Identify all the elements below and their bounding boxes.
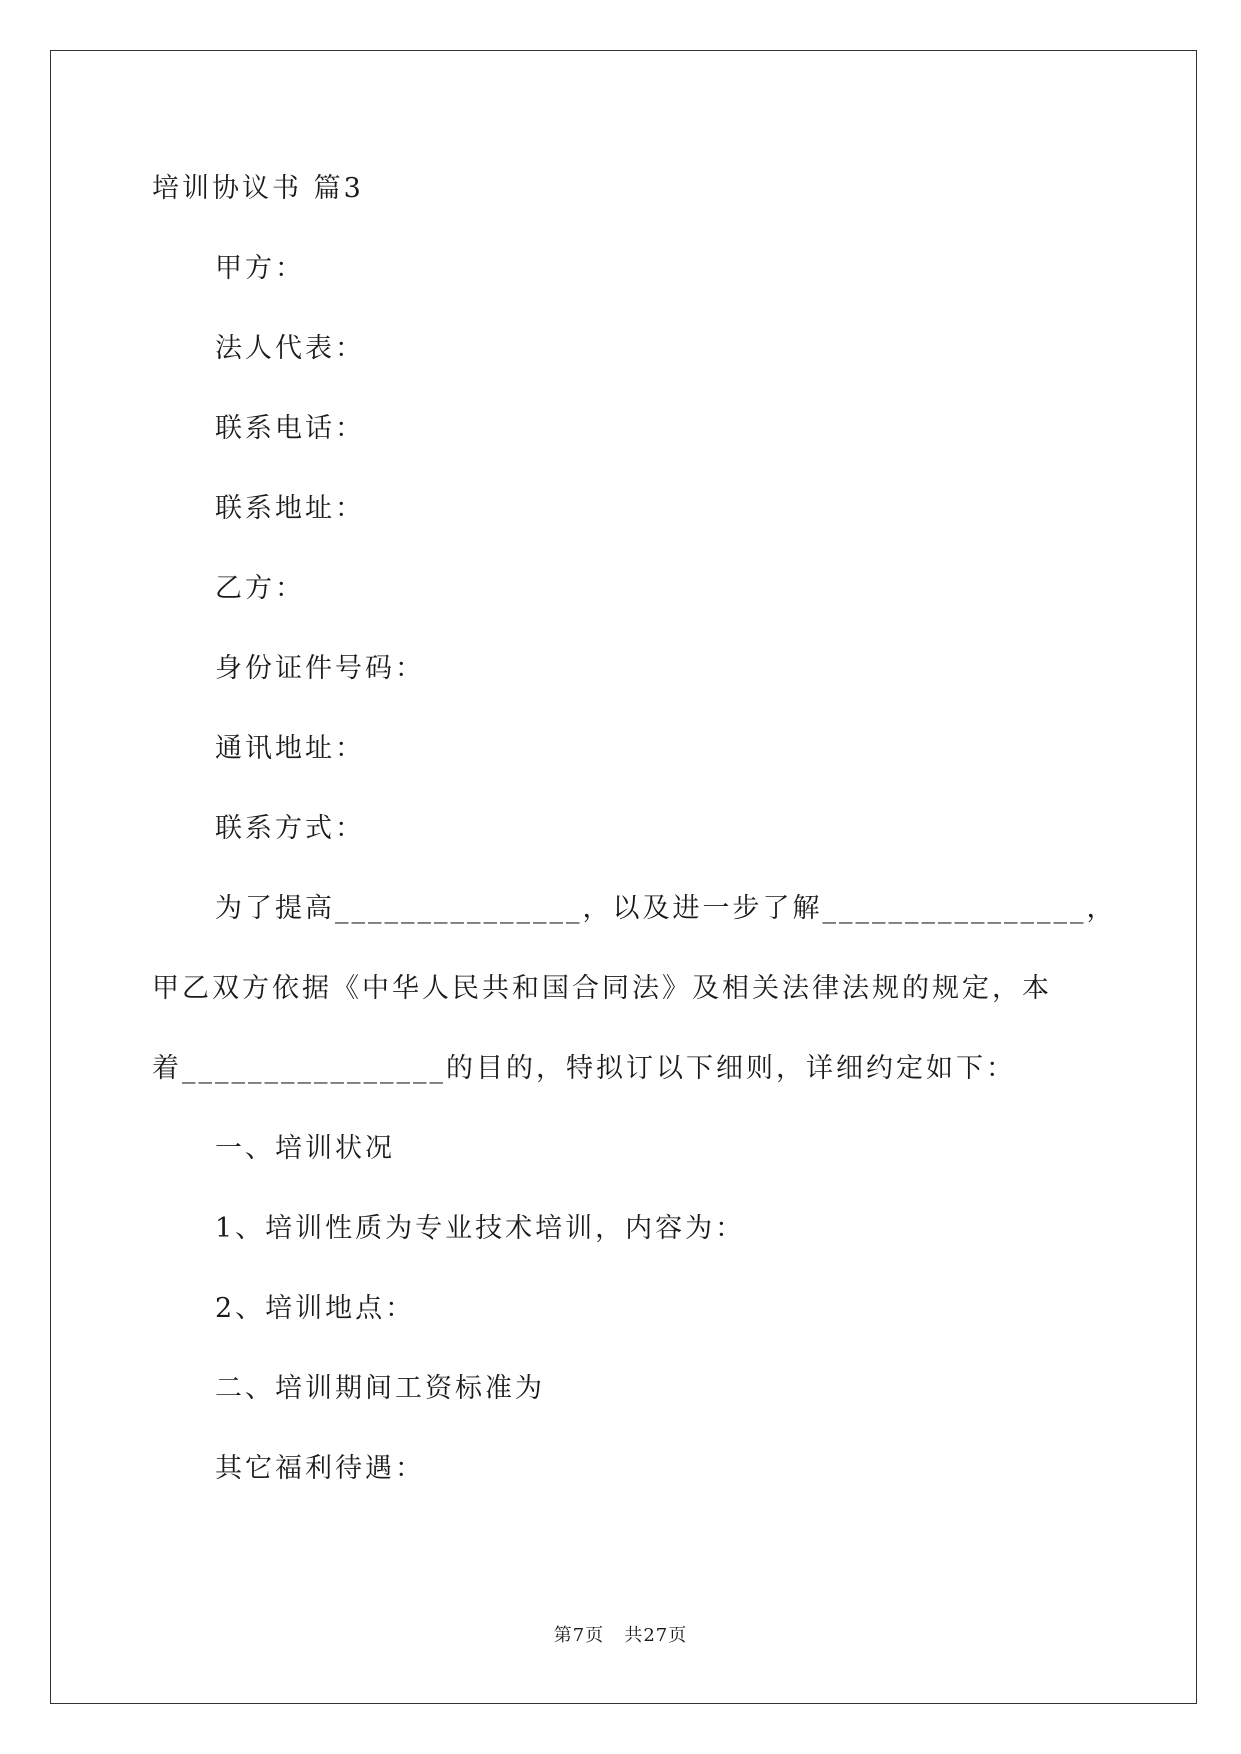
section-1-item-1: 1、培训性质为专业技术培训，内容为：	[215, 1213, 746, 1244]
document-heading: 培训协议书 篇3	[152, 173, 364, 204]
party-a-label: 甲方：	[215, 253, 305, 284]
benefits-field: 其它福利待遇：	[215, 1453, 425, 1484]
preamble-line-2: 甲乙双方依据《中华人民共和国合同法》及相关法律法规的规定，本	[152, 973, 1052, 1004]
legal-rep-field: 法人代表：	[215, 333, 365, 364]
contact-field: 联系方式：	[215, 813, 365, 844]
preamble-line-1: 为了提高_______________，以及进一步了解________________，	[215, 893, 1117, 924]
mail-address-field: 通讯地址：	[215, 733, 365, 764]
section-1-item-2: 2、培训地点：	[215, 1293, 416, 1324]
section-1-title: 一、培训状况	[215, 1133, 395, 1164]
address-field: 联系地址：	[215, 493, 365, 524]
page-number-footer: 第7页 共27页	[553, 1625, 688, 1646]
phone-field: 联系电话：	[215, 413, 365, 444]
party-b-label: 乙方：	[215, 573, 305, 604]
id-number-field: 身份证件号码：	[215, 653, 425, 684]
preamble-line-3: 着________________的目的，特拟订以下细则，详细约定如下：	[152, 1053, 1016, 1084]
section-2-title: 二、培训期间工资标准为	[215, 1373, 545, 1404]
